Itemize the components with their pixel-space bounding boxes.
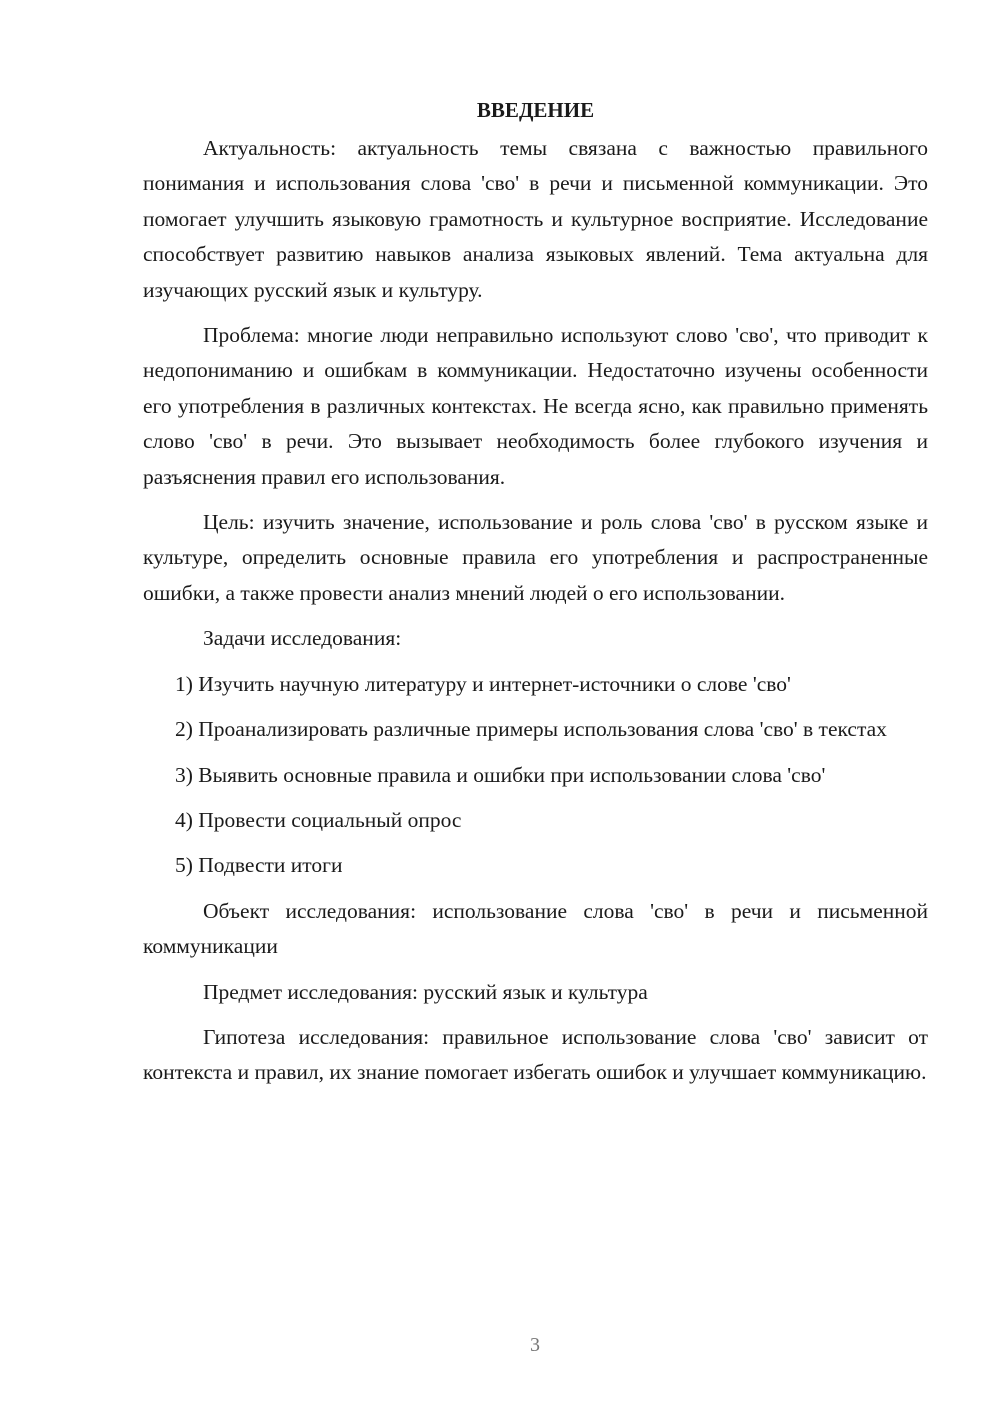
hypothesis-paragraph: Гипотеза исследования: правильное использование слова 'сво' зависит от контекста и правил, их знание помогает избегать ошибок и улучшает коммуникацию. xyxy=(143,1024,928,1085)
subject-paragraph: Предмет исследования: русский язык и культура xyxy=(203,979,648,1004)
task-item: 4) Провести социальный опрос xyxy=(175,807,462,832)
relevance-paragraph: Актуальность: актуальность темы связана с важностью правильного понимания и использования слова 'сво' в речи и письменной коммуникации. Это помогает улучшить языковую грамотность и культурное восприятие. Исследование способствует развитию навыков анализа языковых явлений. Тема актуальна для изучающих русский язык и культуру. xyxy=(143,136,928,302)
document-page xyxy=(143,96,928,1101)
task-item: 5) Подвести итоги xyxy=(175,853,343,878)
object-paragraph: Объект исследования: использование слова 'сво' в речи и письменной коммуникации xyxy=(143,898,928,959)
task-item: 3) Выявить основные правила и ошибки при использовании слова 'сво' xyxy=(175,762,826,787)
task-item: 1) Изучить научную литературу и интернет-источники о слове 'сво' xyxy=(175,671,791,696)
task-item: 2) Проанализировать различные примеры использования слова 'сво' в текстах xyxy=(175,717,887,742)
tasks-heading: Задачи исследования: xyxy=(203,626,402,651)
page-number: 3 xyxy=(530,1334,540,1356)
goal-paragraph: Цель: изучить значение, использование и роль слова 'сво' в русском языке и культуре, определить основные правила его употребления и распространенные ошибки, а также провести анализ мнений людей о его использовании. xyxy=(143,510,928,605)
problem-paragraph: Проблема: многие люди неправильно используют слово 'сво', что приводит к недопониманию и ошибкам в коммуникации. Недостаточно изучены особенности его употребления в различных контекстах. Не всегда ясно, как правильно применять слово 'сво' в речи. Это вызывает необходимость более глубокого изучения и разъяснения правил его использования. xyxy=(143,323,928,489)
page-title: ВВЕДЕНИЕ xyxy=(476,98,595,122)
